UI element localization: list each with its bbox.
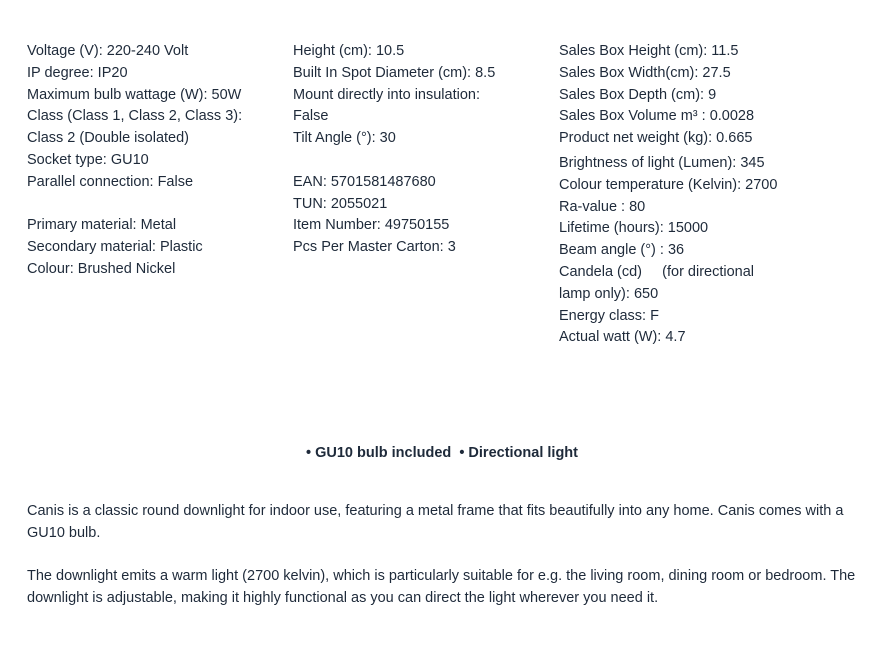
spec-height: Height (cm): 10.5: [293, 43, 405, 59]
spec-mount-insulation-value: False: [293, 108, 329, 125]
spec-tun: TUN: 2055021: [293, 195, 388, 212]
spec-energy-class: Energy class: F: [559, 307, 659, 324]
description-paragraph-1: Canis is a classic round downlight for indoor use, featuring a metal frame that fits beautifully into any home. Canis comes with a GU10 bulb.: [27, 503, 844, 541]
spec-class-value: Class 2 (Double isolated): [27, 130, 189, 147]
feature-highlights: [0, 443, 884, 463]
spec-pcs-per-carton: Pcs Per Master Carton: 3: [293, 239, 456, 256]
spec-socket-type: Socket type: GU10: [27, 151, 149, 168]
spec-candela-label: Candela (cd) (for directional: [559, 263, 755, 280]
spec-colour-temperature: Colour temperature (Kelvin): 2700: [559, 176, 778, 193]
spacer: [293, 150, 548, 172]
feature-directional-light: • Directional light: [459, 445, 578, 461]
description-paragraph-2: The downlight emits a warm light (2700 kelvin), which is particularly suitable for e.g. the living room, dining room or bedroom. The downlight is adjustable, making it highly functional as you can direct the light wherever you need it.: [27, 568, 856, 606]
feature-bulb-included: • GU10 bulb included: [306, 445, 452, 461]
spec-box-depth: Sales Box Depth (cm): 9: [559, 86, 717, 103]
spec-candela-value: lamp only): 650: [559, 285, 659, 302]
spec-net-weight: Product net weight (kg): 0.665: [559, 130, 753, 147]
spec-actual-watt: Actual watt (W): 4.7: [559, 329, 686, 346]
spacer: [27, 194, 282, 216]
spec-item-number: Item Number: 49750155: [293, 217, 450, 234]
spec-mount-insulation-label: Mount directly into insulation:: [293, 86, 480, 103]
spec-primary-material: Primary material: Metal: [27, 217, 177, 234]
spec-column-dimensions: [293, 41, 548, 259]
spec-ean: EAN: 5701581487680: [293, 173, 436, 190]
spec-box-volume: Sales Box Volume m³ : 0.0028: [559, 108, 755, 125]
spec-spot-diameter: Built In Spot Diameter (cm): 8.5: [293, 64, 496, 81]
spec-box-height: Sales Box Height (cm): 11.5: [559, 43, 739, 59]
spec-colour: Colour: Brushed Nickel: [27, 260, 176, 277]
spec-parallel-connection: Parallel connection: False: [27, 173, 194, 190]
spec-lifetime: Lifetime (hours): 15000: [559, 220, 709, 237]
spec-ra-value: Ra-value : 80: [559, 198, 646, 215]
spec-beam-angle: Beam angle (°) : 36: [559, 242, 685, 259]
spec-tilt-angle: Tilt Angle (°): 30: [293, 130, 396, 147]
spec-voltage: Voltage (V): 220-240 Volt: [27, 43, 189, 59]
spec-column-electrical: [27, 41, 282, 281]
spec-class-label: Class (Class 1, Class 2, Class 3):: [27, 108, 243, 125]
spec-ip-degree: IP degree: IP20: [27, 64, 128, 81]
spec-lumen: Brightness of light (Lumen): 345: [559, 154, 765, 171]
spec-column-packaging-light: [559, 41, 869, 349]
spec-secondary-material: Secondary material: Plastic: [27, 239, 203, 256]
spec-box-width: Sales Box Width(cm): 27.5: [559, 64, 731, 81]
spec-max-bulb-wattage: Maximum bulb wattage (W): 50W: [27, 86, 242, 103]
